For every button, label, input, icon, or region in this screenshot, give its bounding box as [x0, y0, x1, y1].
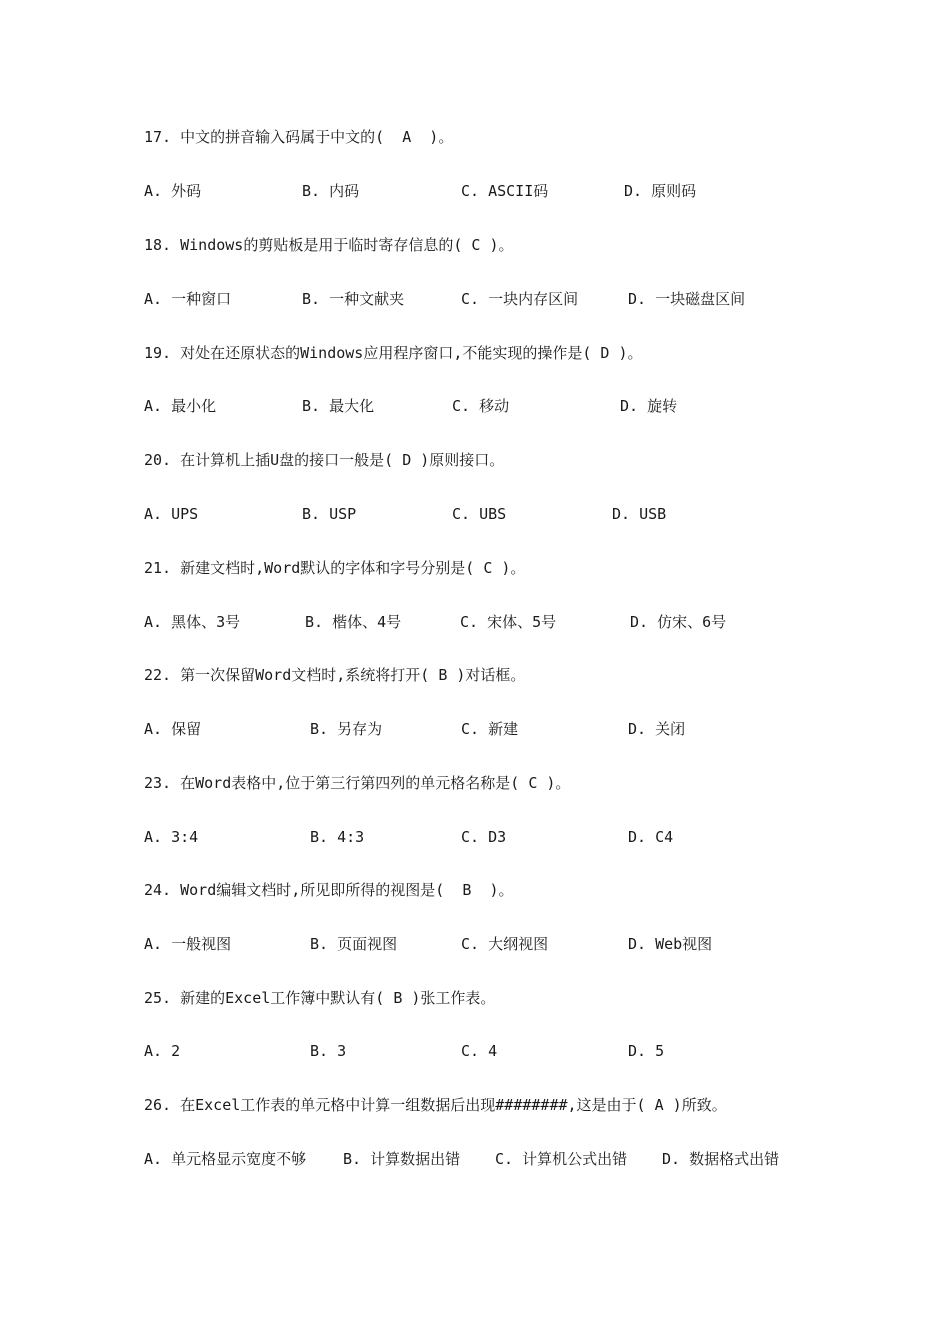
option-b: B. USP — [302, 505, 357, 523]
option-c: C. D3 — [461, 828, 507, 846]
question-21-stem: 21. 新建文档时,Word默认的字体和字号分别是( C )。 — [144, 559, 526, 577]
option-c: C. 4 — [461, 1042, 498, 1060]
option-b: B. 计算数据出错 — [343, 1150, 461, 1168]
option-b: B. 3 — [310, 1042, 347, 1060]
question-26-options — [144, 1149, 780, 1169]
option-c: C. 计算机公式出错 — [495, 1150, 628, 1168]
option-a: A. 3:4 — [144, 828, 199, 846]
option-b: B. 一种文献夹 — [302, 290, 405, 308]
option-d: D. Web视图 — [628, 935, 713, 953]
option-c: C. UBS — [452, 505, 507, 523]
option-a: A. 2 — [144, 1042, 181, 1060]
question-22-options — [144, 719, 686, 739]
question-23-stem: 23. 在Word表格中,位于第三行第四列的单元格名称是( C )。 — [144, 774, 571, 792]
question-17-stem: 17. 中文的拼音输入码属于中文的( A )。 — [144, 128, 454, 146]
option-a: A. 一种窗口 — [144, 290, 232, 308]
option-b: B. 最大化 — [302, 397, 375, 415]
option-c: C. 大纲视图 — [461, 935, 549, 953]
question-25-stem: 25. 新建的Excel工作簿中默认有( B )张工作表。 — [144, 989, 496, 1007]
option-c: C. 宋体、5号 — [460, 613, 557, 631]
option-d: D. 仿宋、6号 — [630, 613, 727, 631]
option-d: D. USB — [612, 505, 667, 523]
option-c: C. 一块内存区间 — [461, 290, 579, 308]
option-b: B. 内码 — [302, 182, 360, 200]
option-c: C. ASCII码 — [461, 182, 549, 200]
option-d: D. 关闭 — [628, 720, 686, 738]
question-25-options — [144, 1041, 665, 1061]
question-18-options — [144, 289, 746, 309]
question-22-stem: 22. 第一次保留Word文档时,系统将打开( B )对话框。 — [144, 666, 526, 684]
question-20-options — [144, 504, 667, 524]
option-b: B. 4:3 — [310, 828, 365, 846]
question-24-stem: 24. Word编辑文档时,所见即所得的视图是( B )。 — [144, 881, 514, 899]
option-a: A. UPS — [144, 505, 199, 523]
question-23-options — [144, 827, 674, 847]
option-d: D. 旋转 — [620, 397, 678, 415]
option-b: B. 页面视图 — [310, 935, 398, 953]
option-a: A. 一般视图 — [144, 935, 232, 953]
option-d: D. 原则码 — [624, 182, 697, 200]
option-c: C. 新建 — [461, 720, 519, 738]
option-d: D. C4 — [628, 828, 674, 846]
option-d: D. 数据格式出错 — [662, 1150, 780, 1168]
option-c: C. 移动 — [452, 397, 510, 415]
option-a: A. 黑体、3号 — [144, 613, 241, 631]
question-20-stem: 20. 在计算机上插U盘的接口一般是( D )原则接口。 — [144, 451, 505, 469]
question-18-stem: 18. Windows的剪贴板是用于临时寄存信息的( C )。 — [144, 236, 514, 254]
question-24-options — [144, 934, 713, 954]
question-21-options — [144, 612, 727, 632]
question-17-options — [144, 181, 697, 201]
option-b: B. 楷体、4号 — [305, 613, 402, 631]
option-a: A. 外码 — [144, 182, 202, 200]
question-26-stem: 26. 在Excel工作表的单元格中计算一组数据后出现########,这是由于( A )所致。 — [144, 1096, 727, 1114]
option-d: D. 一块磁盘区间 — [628, 290, 746, 308]
question-19-stem: 19. 对处在还原状态的Windows应用程序窗口,不能实现的操作是( D )。 — [144, 344, 643, 362]
option-a: A. 单元格显示宽度不够 — [144, 1150, 307, 1168]
option-d: D. 5 — [628, 1042, 665, 1060]
option-b: B. 另存为 — [310, 720, 383, 738]
question-19-options — [144, 396, 678, 416]
option-a: A. 保留 — [144, 720, 202, 738]
option-a: A. 最小化 — [144, 397, 217, 415]
